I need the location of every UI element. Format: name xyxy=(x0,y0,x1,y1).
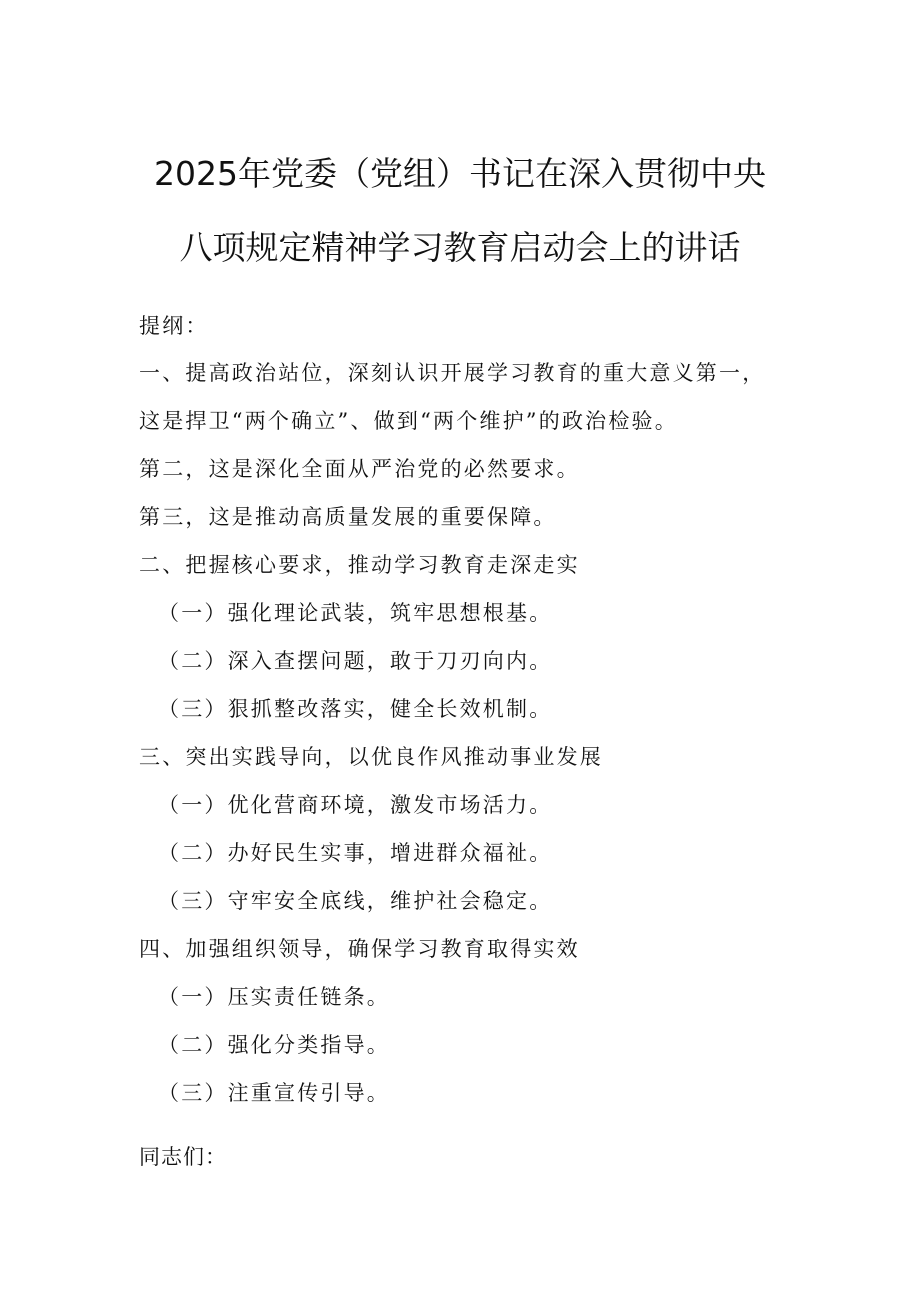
outline-line: 第三，这是推动高质量发展的重要保障。 xyxy=(139,505,557,529)
outline-subitem: （三）守牢安全底线，维护社会稳定。 xyxy=(158,889,553,913)
outline-section-3: 三、突出实践导向，以优良作风推动事业发展 xyxy=(139,745,603,769)
outline-subitem: （二）深入查摆问题，敢于刀刃向内。 xyxy=(158,649,553,673)
outline-subitem: （二）强化分类指导。 xyxy=(158,1033,390,1057)
outline-subitem: （三）狠抓整改落实，健全长效机制。 xyxy=(158,697,553,721)
outline-subitem: （三）注重宣传引导。 xyxy=(158,1081,390,1105)
outline-section-2: 二、把握核心要求，推动学习教育走深走实 xyxy=(139,553,580,577)
outline-line: 这是捍卫“两个确立”、做到“两个维护”的政治检验。 xyxy=(139,409,678,433)
outline-subitem: （一）强化理论武装，筑牢思想根基。 xyxy=(158,601,553,625)
salutation: 同志们： xyxy=(139,1145,227,1169)
outline-line: 第二，这是深化全面从严治党的必然要求。 xyxy=(139,457,580,481)
outline-subitem: （二）办好民生实事，增进群众福祉。 xyxy=(158,841,553,865)
document-title-line-1: 2025年党委（党组）书记在深入贯彻中央 xyxy=(154,154,766,193)
outline-subitem: （一）优化营商环境，激发市场活力。 xyxy=(158,793,553,817)
outline-subitem: （一）压实责任链条。 xyxy=(158,985,390,1009)
document-title-line-2: 八项规定精神学习教育启动会上的讲话 xyxy=(179,228,741,267)
outline-section-1: 一、提高政治站位，深刻认识开展学习教育的重大意义第一， xyxy=(139,361,766,385)
outline-section-4: 四、加强组织领导，确保学习教育取得实效 xyxy=(139,937,580,961)
outline-label: 提纲： xyxy=(139,314,209,338)
